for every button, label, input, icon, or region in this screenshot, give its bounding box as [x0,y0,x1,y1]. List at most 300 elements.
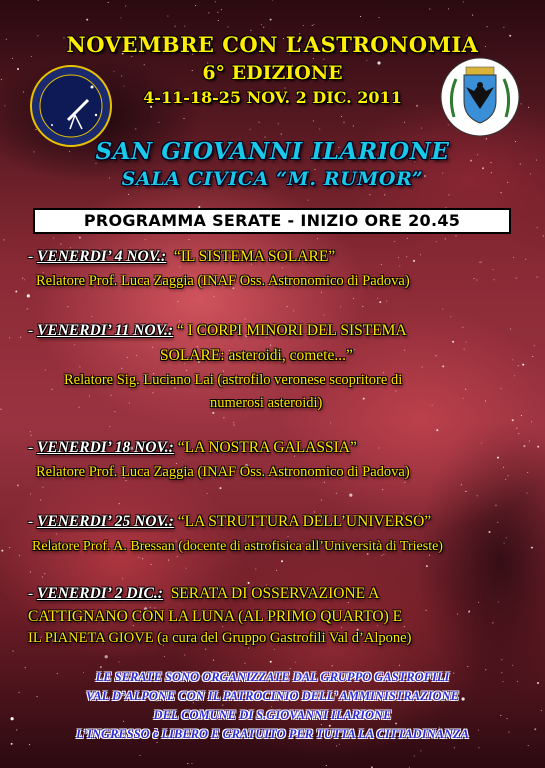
star [295,662,296,663]
star [281,134,282,135]
star [518,433,519,434]
star [272,0,273,1]
star [406,256,407,257]
star [503,27,504,28]
star [1,550,3,552]
star [473,278,474,279]
star [454,747,455,748]
star [248,648,249,649]
star [465,491,466,492]
star [363,398,365,400]
event-5-line-1: SERATA DI OSSERVAZIONE A [170,585,380,602]
star [399,265,400,266]
star [60,244,61,245]
star [42,487,43,488]
event-4 [28,513,431,531]
event-4-speaker: Relatore Prof. A. Bressan (docente di astrofisica all’Università di Trieste) [32,539,443,554]
star [244,663,245,664]
star [516,428,517,429]
star [119,503,120,504]
star [330,422,331,423]
star [255,569,256,570]
star [105,655,108,658]
star [332,665,333,666]
star [79,407,80,408]
star [505,479,506,480]
star [498,601,499,602]
star [457,614,458,615]
municipal-crest [440,57,520,137]
star [478,602,479,603]
star [399,665,400,666]
star [282,267,283,268]
star [12,58,13,59]
footer-line-1: LE SERATE SONO ORGANIZZATE DAL GRUPPO GASTROFILI [95,670,450,684]
star [485,400,486,401]
star [0,409,1,410]
star [421,128,422,129]
star [404,482,405,483]
star [125,5,126,6]
star [31,435,32,436]
star [281,560,283,562]
star [290,668,291,669]
star [67,306,68,307]
star [25,667,26,668]
star [495,505,496,506]
star [109,426,110,427]
star [501,659,502,660]
event-2-dash: - [28,322,38,339]
star [9,337,10,338]
star [336,493,337,494]
star [461,484,462,485]
star [465,389,466,390]
star [531,421,532,422]
star [516,278,517,279]
star [183,118,184,119]
star [463,1,464,2]
star [442,309,443,310]
event-4-dash: - [28,513,38,530]
star [24,279,25,280]
star [179,320,180,321]
star [481,442,482,443]
star [208,12,209,13]
star [263,27,264,28]
star [227,26,228,27]
star [313,120,314,121]
star [42,576,43,577]
star [250,129,251,130]
star [518,365,519,366]
star [501,192,502,193]
star [506,537,507,538]
star [326,765,327,766]
star [188,239,189,240]
star [187,763,188,764]
star [340,306,341,307]
star [341,116,342,117]
star [362,306,363,307]
star [128,194,129,195]
star [455,235,456,236]
star [19,555,20,556]
star [384,194,385,195]
star [341,627,342,628]
star [142,558,143,559]
star [512,665,513,666]
star [185,568,186,569]
star [56,533,57,534]
star [53,237,54,238]
star [323,59,324,60]
star [293,310,294,311]
star [336,745,337,746]
star [492,622,493,623]
star [184,26,185,27]
star [321,292,322,293]
star [121,368,122,369]
star [222,626,223,627]
star [168,560,169,561]
star [177,301,178,302]
star [366,60,367,61]
event-2 [28,322,407,340]
star [472,15,473,16]
event-2-date: VENERDI’ 11 NOV.: [37,322,173,339]
event-1-speaker: Relatore Prof. Luca Zaggia (INAF Oss. Astronomico di Padova) [36,273,410,289]
star [525,259,526,260]
star [151,564,152,565]
star [86,19,88,21]
star [378,447,379,448]
star [503,467,504,468]
star [156,742,157,743]
star [29,744,30,745]
star [369,194,370,195]
star [245,318,246,319]
star [303,25,304,26]
star [212,412,214,414]
star [436,429,438,431]
star [274,649,275,650]
star [27,294,30,297]
star [478,747,479,748]
star [494,279,495,280]
star [467,666,468,667]
event-1 [28,248,335,266]
star [158,122,159,123]
star [504,543,505,544]
star [287,536,288,537]
star [122,578,123,579]
event-dates: 4-11-18-25 NOV. 2 DIC. 2011 [143,88,402,107]
star [537,227,538,228]
star [135,128,136,129]
star [207,493,208,494]
star [22,278,23,279]
star [381,264,382,265]
event-1-dash: - [28,248,38,265]
star [529,441,530,442]
footer-line-2: VAL D’ALPONE CON IL PATROCINIO DELL’ AMMINISTRAZIONE [86,689,459,703]
star [422,367,423,368]
star [233,422,234,423]
star [512,419,514,421]
star [152,347,153,348]
star [261,24,262,25]
star [222,705,223,706]
star [220,487,222,489]
star [532,356,533,357]
venue-town: SAN GIOVANNI ILARIONE [95,138,450,165]
star [526,493,527,494]
star [184,654,185,655]
star [164,656,165,657]
star [543,235,544,236]
star [27,308,28,309]
star [404,350,405,351]
event-5-line-2: CATTIGNANO CON LA LUNA (AL PRIMO QUARTO) E [28,608,403,625]
footer-line-4: L’INGRESSO è LIBERO E GRATUITO PER TUTTA LA CITTADINANZA [76,727,469,741]
star [436,241,437,242]
star [489,531,491,533]
star [507,475,508,476]
star [319,128,320,129]
star [313,58,314,59]
star [466,342,467,343]
star [250,30,251,31]
star [349,494,352,497]
star [195,5,196,6]
star [114,411,115,412]
star [464,349,465,350]
star [382,489,383,490]
star [278,123,279,124]
star [40,499,41,500]
star [537,446,539,448]
star [381,555,382,556]
star [217,12,218,13]
star [270,345,271,346]
event-4-date: VENERDI’ 25 NOV.: [37,513,174,530]
star [258,122,259,123]
star [79,366,80,367]
event-1-date: VENERDI’ 4 NOV.: [37,248,167,265]
venue-hall: SALA CIVICA “M. RUMOR” [121,168,424,190]
event-3-title: “LA NOSTRA GALASSIA” [177,439,357,456]
event-3 [28,439,357,457]
star [177,556,178,557]
star [487,26,488,27]
star [213,296,214,297]
star [13,651,14,652]
edition-label: 6° EDIZIONE [202,62,343,84]
star [493,269,494,270]
star [324,482,325,483]
star [404,626,405,627]
event-3-speaker: Relatore Prof. Luca Zaggia (INAF Oss. Astronomico di Padova) [36,464,410,480]
star [213,660,214,661]
star [175,26,176,27]
star [445,238,446,239]
star [308,200,309,201]
event-4-title: “LA STRUTTURA DELL’UNIVERSO” [177,513,432,530]
star [377,298,378,299]
star [353,125,354,126]
star [136,355,137,356]
gastrofili-logo [30,65,112,147]
event-2-title-2: SOLARE: asteroidi, comete...” [160,347,353,364]
star [395,390,396,391]
star [528,745,529,746]
star [9,547,10,548]
star [317,238,318,239]
star [343,122,344,123]
star [74,344,75,345]
star [120,17,121,18]
star [223,417,224,418]
event-title: NOVEMBRE CON L’ASTRONOMIA [66,32,479,57]
star [448,194,449,195]
star [531,547,533,549]
star [205,649,206,650]
star [179,266,180,267]
star [248,582,250,584]
star [108,2,109,3]
star [442,365,444,367]
star [11,743,13,745]
star [404,122,405,123]
event-3-dash: - [28,439,38,456]
star [89,395,90,396]
star [270,661,272,663]
star [52,389,53,390]
star [270,19,272,21]
star [432,405,433,406]
star [38,0,39,1]
star [17,484,19,486]
star [429,9,430,10]
star [420,750,421,751]
star [537,277,538,278]
footer-line-3: DEL COMUNE DI S.GIOVANNI ILARIONE [153,708,392,722]
star [321,724,322,725]
star [462,327,463,328]
star [512,359,513,360]
star [448,8,449,9]
star [152,392,153,393]
star [276,570,277,571]
star [218,20,219,21]
star [420,254,421,255]
event-5-line-3: IL PIANETA GIOVE (a cura del Gruppo Gastrofili Val d’Alpone) [28,630,412,646]
star [354,349,355,350]
star [221,9,222,10]
star [100,666,102,668]
star [111,395,112,396]
star [513,257,514,258]
star [79,237,81,239]
star [497,522,498,523]
star [313,24,314,25]
star [500,388,501,389]
star [312,25,313,26]
star [398,257,399,258]
star [386,301,387,302]
star [186,370,187,371]
star [479,262,480,263]
star [4,239,5,240]
star [30,571,31,572]
star [321,500,322,501]
star [426,565,428,567]
star [450,316,451,317]
star [466,491,467,492]
star [45,369,46,370]
star [435,355,436,356]
star [426,610,427,611]
star [323,314,324,315]
star [339,744,340,745]
star [234,425,235,426]
star [30,431,31,432]
star [353,298,354,299]
star [394,241,395,242]
star [481,261,482,262]
star [407,238,408,239]
star [379,17,380,18]
event-2-speaker-1: Relatore Sig. Luciano Lai (astrofilo veronese scopritore di [64,372,403,388]
star [514,375,515,376]
event-2-title-1: “ I CORPI MINORI DEL SISTEMA [176,322,407,339]
star [129,402,130,403]
star [413,260,415,262]
star [510,328,511,329]
star [287,306,288,307]
event-2-speaker-2: numerosi asteroidi) [210,395,323,411]
star [477,495,478,496]
star [138,557,139,558]
program-header: PROGRAMMA SERATE - INIZIO ORE 20.45 [33,208,511,234]
star [15,291,17,293]
event-3-date: VENERDI’ 18 NOV.: [37,439,174,456]
star [118,661,119,662]
star [145,239,146,240]
star [379,301,381,303]
star [527,472,528,473]
star [215,1,216,2]
star [476,279,477,280]
event-1-title: “IL SISTEMA SOLARE” [173,248,336,265]
star [521,415,522,416]
event-5-dash: - [28,585,38,602]
star [30,493,31,494]
star [20,337,21,338]
event-5 [28,585,379,603]
star [523,445,525,447]
star [140,755,141,756]
star [463,398,464,399]
star [191,763,192,764]
star [127,357,128,358]
star [44,573,45,574]
star [167,16,168,17]
star [452,341,454,343]
star [91,316,92,317]
star [534,345,535,346]
